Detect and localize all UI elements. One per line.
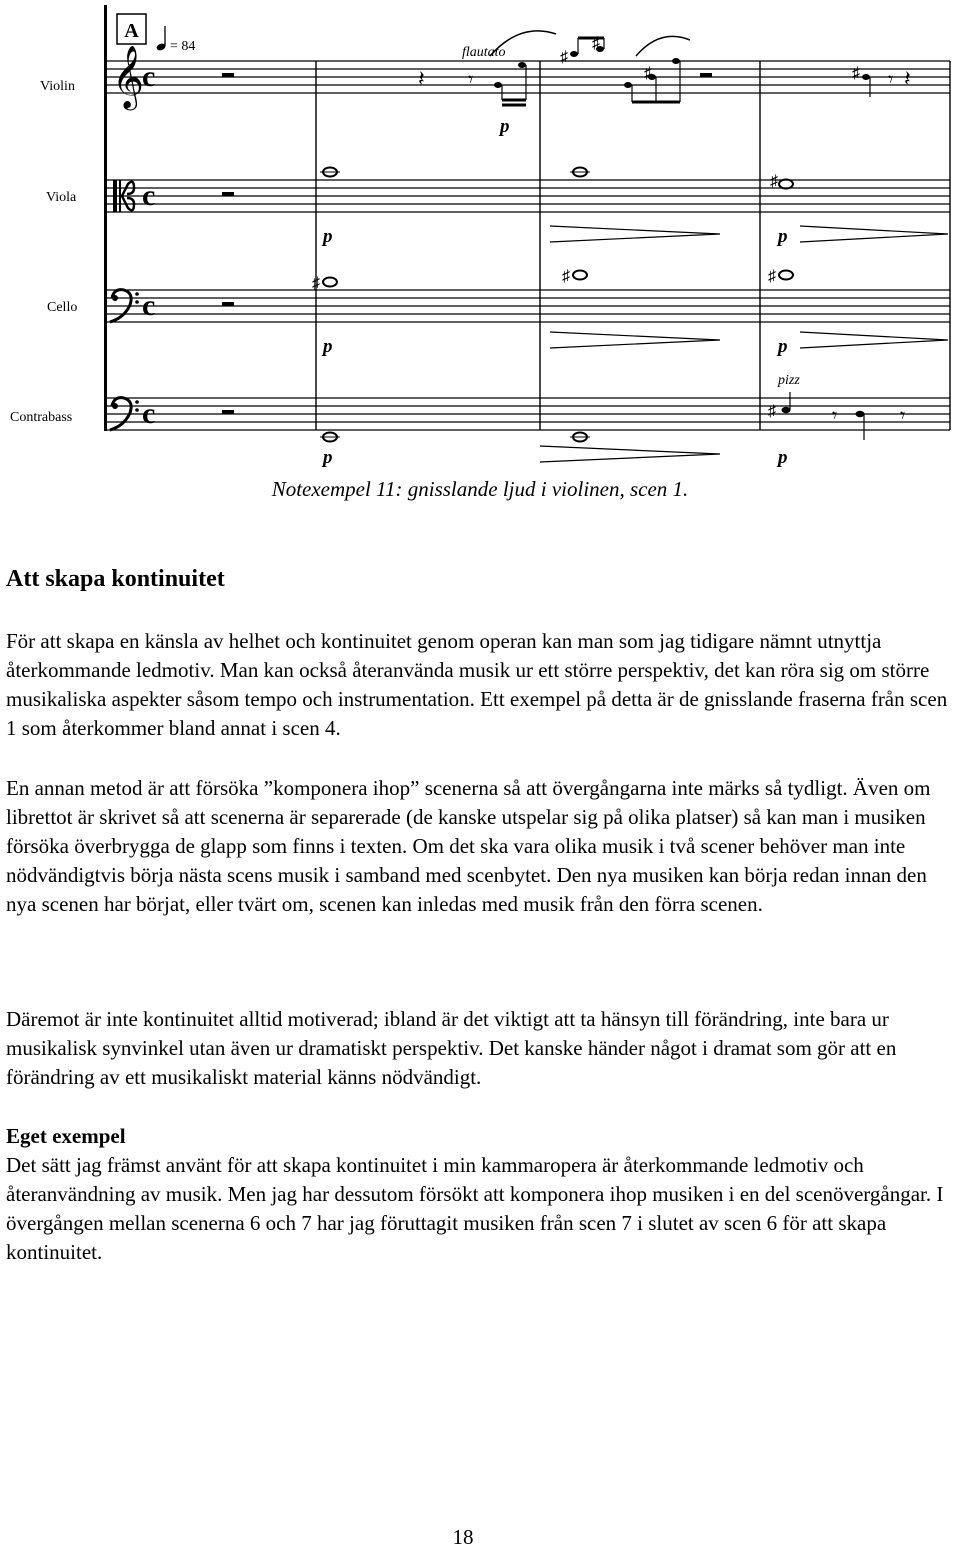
- svg-text:♯: ♯: [560, 49, 568, 66]
- instrument-label-violin: Violin: [40, 79, 75, 94]
- pizz-label: pizz: [778, 373, 800, 388]
- dynamic-mark: p: [323, 226, 333, 247]
- dynamic-mark: p: [778, 226, 788, 247]
- dynamic-mark: p: [778, 447, 788, 468]
- svg-text:𝄾: 𝄾: [832, 405, 838, 427]
- time-signature: c: [142, 289, 156, 322]
- violin-notes: [418, 31, 911, 105]
- svg-text:𝄽: 𝄽: [904, 66, 911, 91]
- tempo-marking: [156, 26, 196, 54]
- music-score: [0, 0, 960, 470]
- whole-notes: [320, 168, 793, 442]
- accidentals: [312, 173, 778, 420]
- barlines: [316, 61, 950, 430]
- contrabass-pizz-notes: [782, 392, 906, 440]
- paragraph: Det sätt jag främst använt för att skapa kontinuitet i min kammaropera är återkommande ledmotiv och återanvändning av musik. Men jag har dessutom försökt att komponera ihop musiken i en del scenövergångar. I övergången mellan scenerna 6 och 7 har jag föruttagit musiken från scen 7 i slutet av scen 6 för att skapa kontinuitet.: [6, 1153, 944, 1264]
- svg-text:♯: ♯: [770, 173, 778, 190]
- section-heading: Att skapa kontinuitet: [6, 566, 225, 592]
- svg-text:♯: ♯: [768, 403, 776, 420]
- dynamic-mark: p: [778, 336, 788, 357]
- svg-text:♯: ♯: [644, 65, 652, 82]
- svg-text:♯: ♯: [562, 268, 570, 285]
- subsection-heading: Eget exempel: [6, 1124, 126, 1148]
- page-number: 18: [452, 1525, 474, 1549]
- svg-text:♯: ♯: [592, 35, 600, 52]
- flautato-label: flautato: [462, 45, 506, 60]
- instrument-label-viola: Viola: [46, 190, 77, 205]
- figure-caption: Notexempel 11: gnisslande ljud i violinen, scen 1.: [271, 477, 689, 501]
- dynamic-mark: p: [500, 116, 510, 137]
- paragraph: Däremot är inte kontinuitet alltid motiverad; ibland är det viktigt att ta hänsyn till förändring, inte bara ur musikalisk synvinkel utan även ur dramatiskt perspektiv. Det kanske händer något i dramat som gör att en förändring av ett musikaliskt material känns nödvändigt.: [6, 1007, 897, 1089]
- svg-text:𝄾: 𝄾: [900, 405, 906, 427]
- svg-text:♯: ♯: [312, 275, 320, 292]
- time-signature: c: [142, 397, 156, 430]
- treble-clef-icon: 𝄞: [112, 47, 144, 107]
- half-rests: [222, 73, 712, 414]
- time-signature: c: [142, 60, 156, 93]
- hairpins: [540, 226, 948, 462]
- time-signature: c: [142, 179, 156, 212]
- paragraph: En annan metod är att försöka ”komponera ihop” scenerna så att övergångarna inte märks så tydligt. Även om librettot är skrivet så att scenerna är separerade (de kanske utspelar sig på olika platser) så kan man i musiken försöka överbrygga de glapp som finns i texten. Om det ska vara olika musik i två scener behöver man inte nödvändigtvis börja nästa scens musik i samband med scenbytet. Den nya musiken kan börja redan innan den nya scenen har börjat, eller tvärt om, scenen kan inledas med musik från den förra scenen.: [6, 776, 931, 916]
- tempo-text: = 84: [170, 39, 196, 54]
- svg-text:♯: ♯: [768, 268, 776, 285]
- dynamic-mark: p: [323, 447, 333, 468]
- instrument-label-cello: Cello: [47, 300, 78, 315]
- dynamic-mark: p: [323, 336, 333, 357]
- svg-text:𝄽: 𝄽: [418, 66, 425, 91]
- svg-text:𝄾: 𝄾: [468, 69, 474, 91]
- instrument-label-contrabass: Contrabass: [10, 410, 73, 425]
- svg-text:♯: ♯: [852, 65, 860, 82]
- paragraph: För att skapa en känsla av helhet och kontinuitet genom operan kan man som jag tidigare nämnt utnyttja återkommande ledmotiv. Man kan också återanvända musik ur ett större perspektiv, det kan röra sig om större musikaliska aspekter såsom tempo och instrumentation. Ett exempel på detta är de gnisslande fraserna från scen 1 som återkommer bland annat i scen 4.: [6, 629, 948, 740]
- svg-text:𝄾: 𝄾: [888, 69, 894, 91]
- rehearsal-mark: A: [124, 20, 139, 42]
